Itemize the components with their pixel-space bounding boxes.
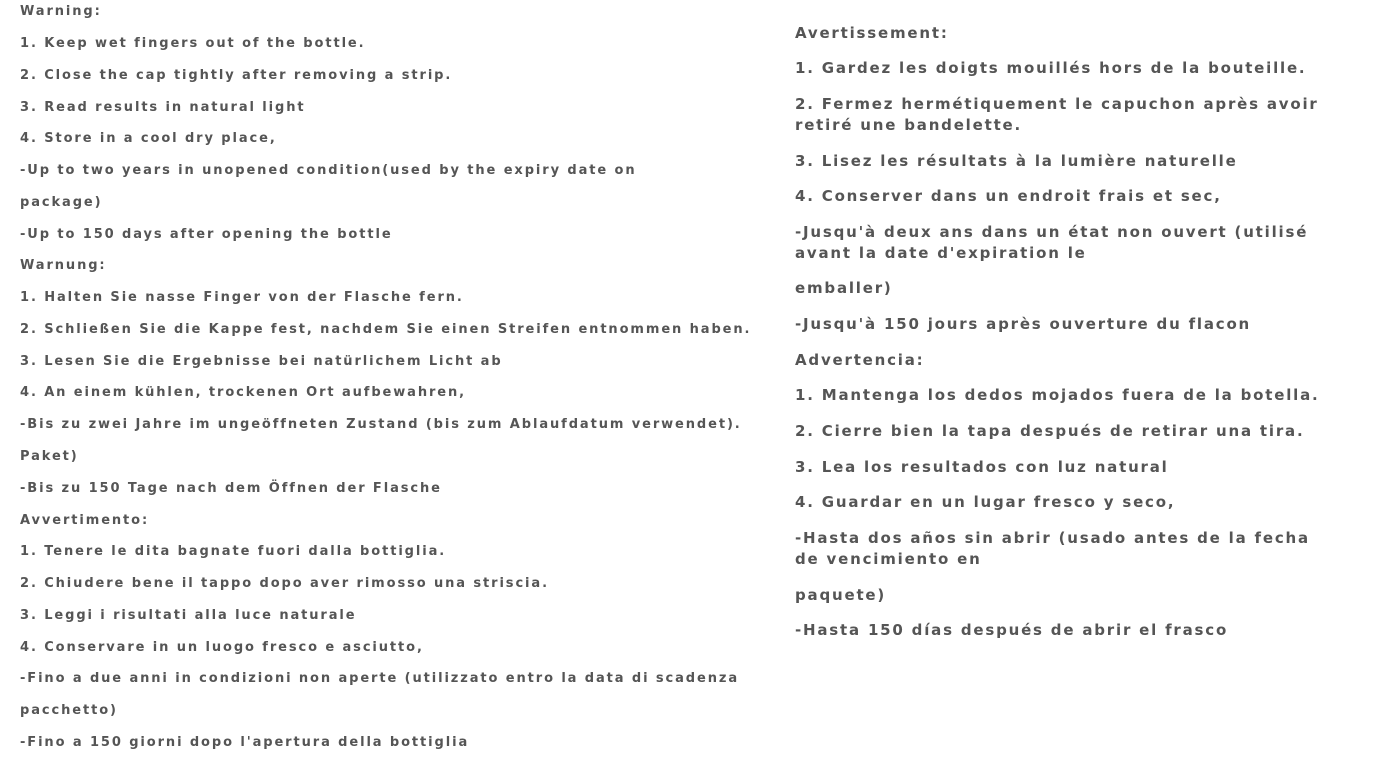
text-line: -Hasta dos años sin abrir (usado antes de la fecha de vencimiento en bbox=[795, 529, 1310, 568]
text-line: 3. Read results in natural light bbox=[20, 100, 306, 115]
text-line: -Bis zu zwei Jahre im ungeöffneten Zustand (bis zum Ablaufdatum verwendet). bbox=[20, 417, 742, 432]
heading-warning-en: Warning: bbox=[20, 4, 102, 19]
heading-warning-it: Avvertimento: bbox=[20, 513, 150, 528]
text-line: 1. Tenere le dita bagnate fuori dalla bottiglia. bbox=[20, 544, 447, 559]
text-line: 1. Halten Sie nasse Finger von der Flasche fern. bbox=[20, 290, 464, 305]
text-line: Paket) bbox=[20, 449, 79, 464]
text-line: paquete) bbox=[795, 586, 887, 604]
text-line: 4. Conserver dans un endroit frais et sec, bbox=[795, 187, 1222, 205]
text-line: -Up to two years in unopened condition(used by the expiry date on bbox=[20, 163, 637, 178]
text-line: pacchetto) bbox=[20, 703, 118, 718]
text-line: 4. Guardar en un lugar fresco y seco, bbox=[795, 493, 1176, 511]
text-line: 1. Mantenga los dedos mojados fuera de la botella. bbox=[795, 386, 1320, 404]
text-line: -Fino a due anni in condizioni non aperte (utilizzato entro la data di scadenza bbox=[20, 671, 739, 686]
text-line: -Fino a 150 giorni dopo l'apertura della bottiglia bbox=[20, 735, 470, 750]
text-line: 2. Chiudere bene il tappo dopo aver rimosso una striscia. bbox=[20, 576, 549, 591]
heading-warning-es: Advertencia: bbox=[795, 351, 925, 369]
text-line: 3. Lisez les résultats à la lumière naturelle bbox=[795, 152, 1238, 170]
text-line: 2. Cierre bien la tapa después de retirar una tira. bbox=[795, 422, 1305, 440]
text-line: 2. Schließen Sie die Kappe fest, nachdem Sie einen Streifen entnommen haben. bbox=[20, 322, 752, 337]
text-line: 2. Close the cap tightly after removing a strip. bbox=[20, 68, 453, 83]
text-line: 1. Gardez les doigts mouillés hors de la bouteille. bbox=[795, 59, 1307, 77]
text-line: -Hasta 150 días después de abrir el frasco bbox=[795, 621, 1229, 639]
text-line: 3. Lea los resultados con luz natural bbox=[795, 458, 1169, 476]
heading-warning-fr: Avertissement: bbox=[795, 24, 949, 42]
text-line: 3. Leggi i risultati alla luce naturale bbox=[20, 608, 357, 623]
text-line: 1. Keep wet fingers out of the bottle. bbox=[20, 36, 366, 51]
text-line: emballer) bbox=[795, 279, 893, 297]
text-line: 2. Fermez hermétiquement le capuchon après avoir retiré une bandelette. bbox=[795, 95, 1319, 134]
text-line: 4. Conservare in un luogo fresco e asciutto, bbox=[20, 640, 424, 655]
text-line: -Up to 150 days after opening the bottle bbox=[20, 227, 393, 242]
text-line: 3. Lesen Sie die Ergebnisse bei natürlichem Licht ab bbox=[20, 354, 503, 369]
text-line: -Jusqu'à deux ans dans un état non ouvert (utilisé avant la date d'expiration le bbox=[795, 223, 1309, 262]
text-line: package) bbox=[20, 195, 103, 210]
text-line: -Jusqu'à 150 jours après ouverture du flacon bbox=[795, 315, 1252, 333]
text-line: -Bis zu 150 Tage nach dem Öffnen der Flasche bbox=[20, 481, 442, 496]
text-line: 4. Store in a cool dry place, bbox=[20, 131, 277, 146]
text-line: 4. An einem kühlen, trockenen Ort aufbewahren, bbox=[20, 385, 467, 400]
heading-warning-de: Warnung: bbox=[20, 258, 107, 273]
